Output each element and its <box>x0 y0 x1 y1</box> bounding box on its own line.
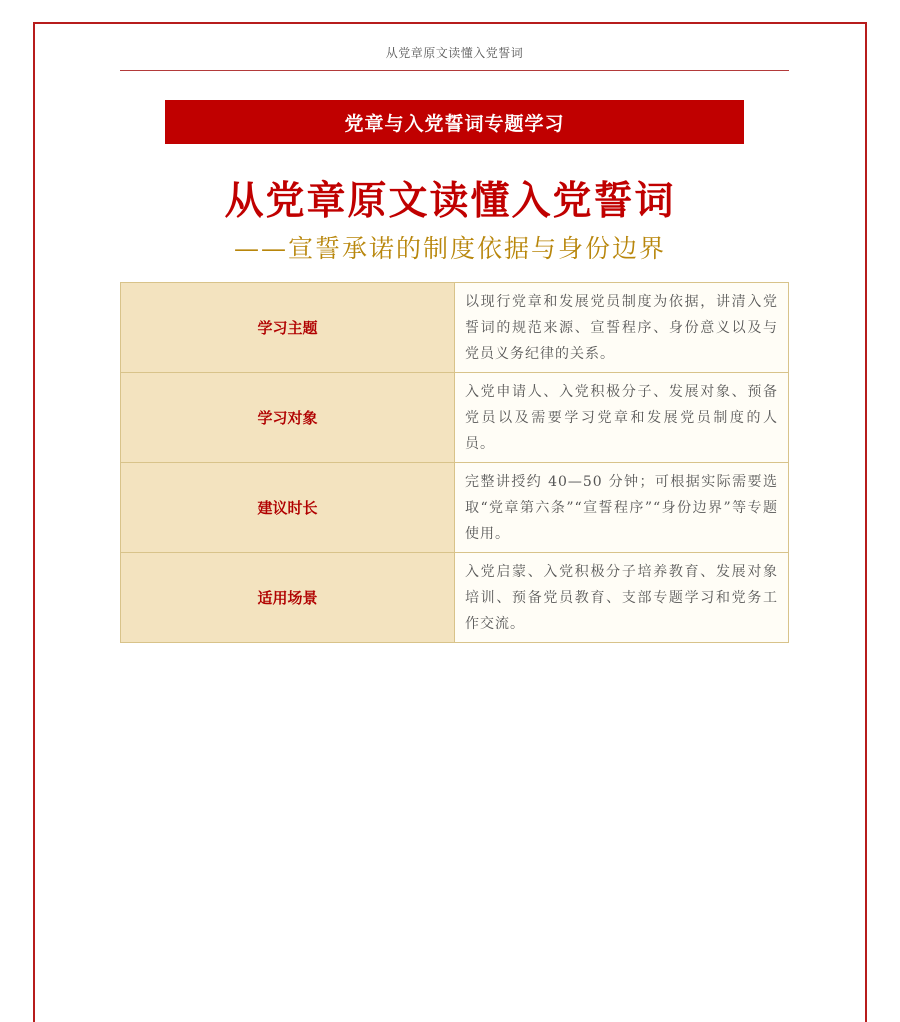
table-row <box>121 553 789 643</box>
row-value: 入党启蒙、入党积极分子培养教育、发展对象培训、预备党员教育、支部专题学习和党务工作交流。 <box>455 553 789 643</box>
row-label: 学习对象 <box>121 373 455 463</box>
header-divider <box>120 70 789 71</box>
row-value: 完整讲授约 40—50 分钟；可根据实际需要选取“党章第六条”“宣誓程序”“身份边界”等专题使用。 <box>455 463 789 553</box>
table-row <box>121 283 789 373</box>
row-label: 建议时长 <box>121 463 455 553</box>
row-label: 适用场景 <box>121 553 455 643</box>
info-table <box>120 282 789 643</box>
running-header: 从党章原文读懂入党誓词 <box>385 46 524 60</box>
page-subtitle: ——宣誓承诺的制度依据与身份边界 <box>233 234 666 263</box>
row-value: 以现行党章和发展党员制度为依据，讲清入党誓词的规范来源、宣誓程序、身份意义以及与党员义务纪律的关系。 <box>455 283 789 373</box>
row-value: 入党申请人、入党积极分子、发展对象、预备党员以及需要学习党章和发展党员制度的人员。 <box>455 373 789 463</box>
row-label: 学习主题 <box>121 283 455 373</box>
page-title: 从党章原文读懂入党誓词 <box>224 179 676 224</box>
topic-banner <box>165 100 744 144</box>
table-row <box>121 463 789 553</box>
table-row <box>121 373 789 463</box>
banner-text: 党章与入党誓词专题学习 <box>344 112 565 135</box>
